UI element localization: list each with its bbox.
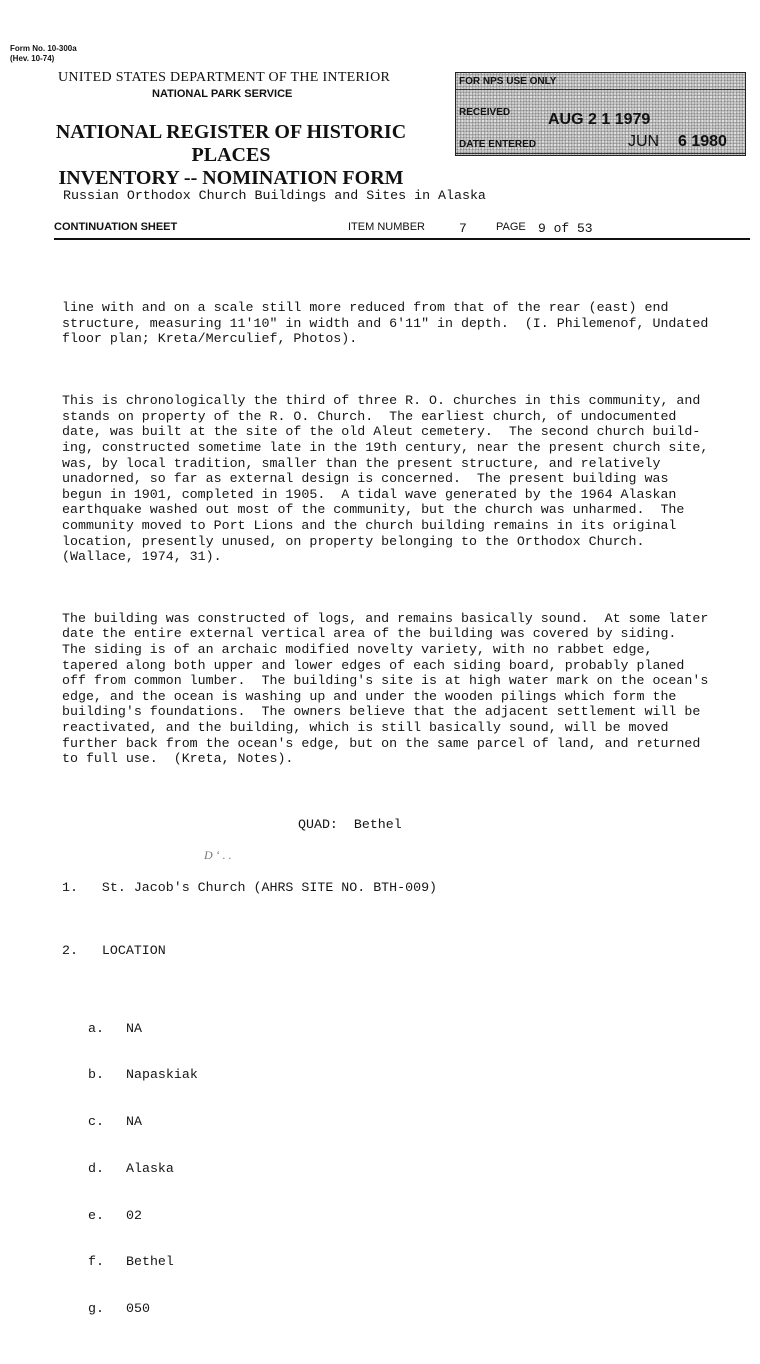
item-number-value: 7 <box>459 221 467 236</box>
department-heading: UNITED STATES DEPARTMENT OF THE INTERIOR <box>58 70 391 85</box>
nps-bottom-rule <box>456 153 745 154</box>
form-number-text: Form No. 10-300a <box>10 44 77 53</box>
form-number <box>10 44 77 64</box>
form-title-line1: NATIONAL REGISTER OF HISTORIC PLACES <box>55 121 407 166</box>
list-item <box>62 1208 752 1224</box>
location-letter: e. <box>88 1207 104 1223</box>
received-date-stamp: AUG 2 1 1979 <box>548 111 651 128</box>
location-letter: b. <box>88 1067 104 1083</box>
location-letter: c. <box>88 1114 104 1130</box>
location-letter: f. <box>88 1254 104 1270</box>
item-2-location: 2. LOCATION <box>62 942 166 958</box>
list-item <box>62 1254 752 1270</box>
page-label: PAGE <box>496 221 526 233</box>
handwritten-mark: D ʻ . . <box>204 848 232 862</box>
item-1-site: 1. St. Jacob's Church (AHRS SITE NO. BTH-009) <box>62 879 438 895</box>
paragraph-2: This is chronologically the third of three R. O. churches in this community, and stands on property of the R. O. Church. The earliest church, of undocumented date, was built at the site of the old Aleut cemetery. The second church build- ing, constructed sometime late in the 19th century, near the present church site, was, by local tradition, smaller than the present structure, and relatively unadorned, so far as external design is concerned. The present building was begun in 1901, completed in 1905. A tidal wave generated by the 1964 Alaskan earthquake washed out most of the community, but the church was unharmed. The community moved to Port Lions and the church building remains in its original location, presently unused, on property belonging to the Orthodox Church. (Wallace, 1974, 31). <box>62 393 709 565</box>
document-body <box>62 269 752 1364</box>
item-number-label: ITEM NUMBER <box>348 221 425 233</box>
form-title-line2: INVENTORY -- NOMINATION FORM <box>58 167 404 189</box>
paragraph-3: The building was constructed of logs, and remains basically sound. At some later date the entire external vertical area of the building was covered by siding. The siding is of an archaic modified novelty variety, with no rabbet edge, tapered along both upper and lower edges of each siding board, probably planed off from common lumber. The building's site is at high water mark on the ocean's edge, and the ocean is washing up and under the wooden pilings which form the building's foundations. The owners believe that the adjacent settlement will be reactivated, and the building, which is still basically sound, will be moved further back from the ocean's edge, but on the same parcel of land, and returned to full use. (Kreta, Notes). <box>62 610 709 767</box>
list-item <box>62 1114 752 1130</box>
service-heading: NATIONAL PARK SERVICE <box>152 88 293 100</box>
nps-use-only-box <box>455 72 746 156</box>
continuation-header <box>54 221 744 239</box>
nps-divider <box>456 89 745 90</box>
location-value: Alaska <box>126 1160 174 1176</box>
list-item <box>62 1021 752 1037</box>
location-value: Napaskiak <box>126 1067 198 1083</box>
location-list <box>62 989 752 1348</box>
location-letter: d. <box>88 1160 104 1176</box>
date-entered-label: DATE ENTERED <box>459 139 537 150</box>
location-letter: g. <box>88 1301 104 1317</box>
location-value: NA <box>126 1020 142 1036</box>
list-item <box>62 1067 752 1083</box>
quad-label: QUAD: Bethel <box>298 817 402 832</box>
form-title <box>16 121 446 190</box>
subject-title: Russian Orthodox Church Buildings and Sites in Alaska <box>63 188 486 203</box>
list-item <box>62 1301 752 1317</box>
location-value: 02 <box>126 1207 142 1223</box>
continuation-sheet-label: CONTINUATION SHEET <box>54 221 178 233</box>
location-letter: a. <box>88 1020 104 1036</box>
received-label: RECEIVED <box>459 107 511 118</box>
list-item <box>62 1161 752 1177</box>
date-entered-stamp: 6 1980 <box>678 133 727 150</box>
nps-use-only-label: FOR NPS USE ONLY <box>459 76 557 87</box>
date-entered-month: JUN <box>628 133 660 150</box>
location-value: NA <box>126 1114 142 1130</box>
continuation-rule <box>54 238 750 240</box>
location-value: Bethel <box>126 1254 174 1270</box>
location-value: 050 <box>126 1301 150 1317</box>
form-revision-text: (Hev. 10-74) <box>10 54 55 63</box>
page-value: 9 of 53 <box>538 221 593 236</box>
paragraph-1: line with and on a scale still more reduced from that of the rear (east) end structure, measuring 11'10" in width and 6'11" in depth. (I. Philemenof, Undated floor plan; Kreta/Merculief, Photos). <box>62 300 709 347</box>
